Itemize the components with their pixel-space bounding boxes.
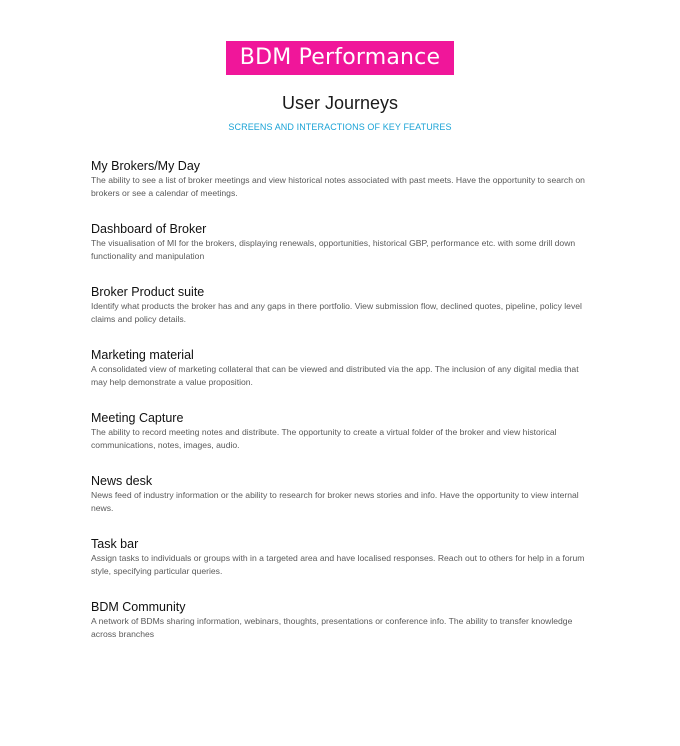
feature-title: News desk bbox=[91, 474, 153, 488]
feature-item bbox=[91, 285, 596, 348]
feature-title: BDM Community bbox=[91, 600, 186, 614]
feature-description: A consolidated view of marketing collateral that can be viewed and distributed via the app. The inclusion of any digital media that may help demonstrate a value proposition. bbox=[91, 364, 579, 387]
feature-item bbox=[91, 348, 596, 411]
feature-title: Broker Product suite bbox=[91, 285, 205, 299]
feature-description: The ability to record meeting notes and distribute. The opportunity to create a virtual folder of the broker and view historical communications, notes, images, audio. bbox=[91, 427, 557, 450]
feature-title: Meeting Capture bbox=[91, 411, 184, 425]
feature-item bbox=[91, 222, 596, 285]
feature-description: Identify what products the broker has and any gaps in there portfolio. View submission flow, declined quotes, pipeline, policy level claims and policy details. bbox=[91, 301, 582, 324]
feature-item bbox=[91, 159, 596, 222]
feature-title: Task bar bbox=[91, 537, 139, 551]
feature-item bbox=[91, 474, 596, 537]
feature-list bbox=[91, 159, 596, 663]
feature-title: Marketing material bbox=[91, 348, 194, 362]
page-subtitle: SCREENS AND INTERACTIONS OF KEY FEATURES bbox=[228, 122, 452, 132]
feature-title: Dashboard of Broker bbox=[91, 222, 207, 236]
feature-item bbox=[91, 600, 596, 663]
feature-description: The visualisation of MI for the brokers, displaying renewals, opportunities, historical GBP, performance etc. with some drill down functionality and manipulation bbox=[91, 238, 576, 261]
feature-description: News feed of industry information or the ability to research for broker news stories and info. Have the opportunity to view internal news. bbox=[91, 490, 579, 513]
feature-description: Assign tasks to individuals or groups with in a targeted area and have localised responses. Reach out to others for help in a forum style, specifying particular queries. bbox=[91, 553, 585, 576]
app-banner-title: BDM Performance bbox=[226, 41, 454, 75]
page-title: User Journeys bbox=[281, 93, 399, 113]
feature-description: A network of BDMs sharing information, webinars, thoughts, presentations or conference info. The ability to transfer knowledge across branches bbox=[91, 616, 573, 639]
feature-item bbox=[91, 411, 596, 474]
feature-item bbox=[91, 537, 596, 600]
feature-description: The ability to see a list of broker meetings and view historical notes associated with past meets. Have the opportunity to search on brokers or see a calendar of meetings. bbox=[91, 175, 585, 198]
feature-title: My Brokers/My Day bbox=[91, 159, 201, 173]
